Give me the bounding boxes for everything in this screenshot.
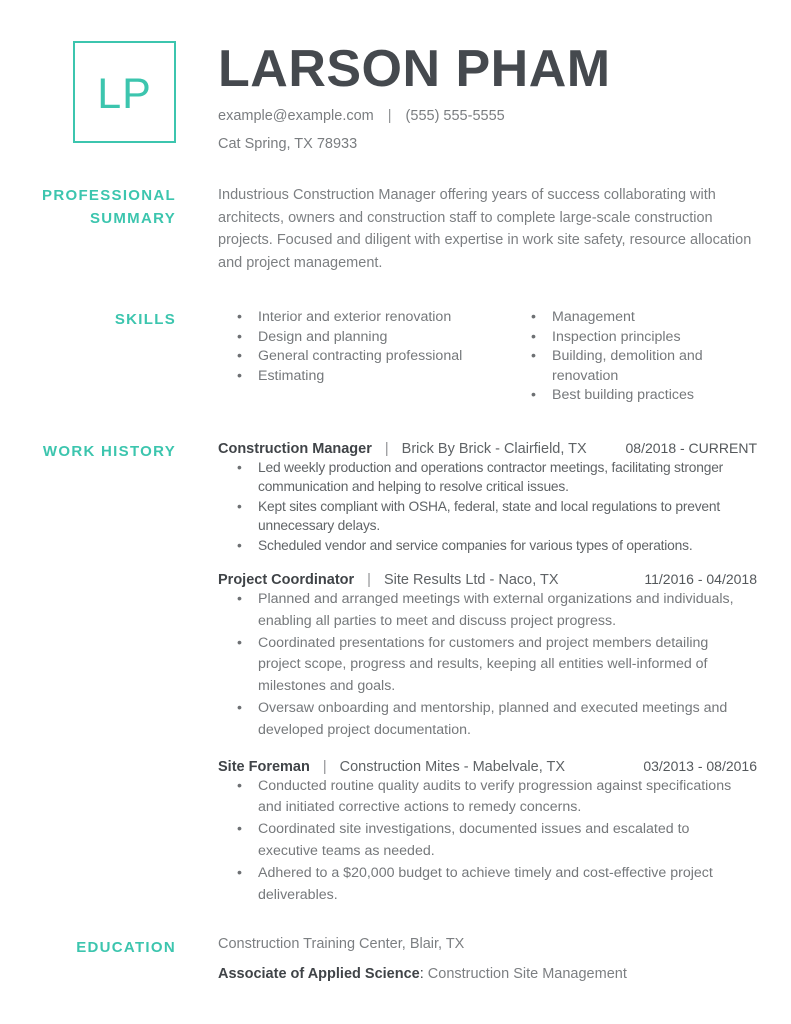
bullet-icon: • [237, 634, 242, 651]
education-degree-line [218, 966, 757, 983]
skill-item [531, 386, 757, 406]
job-bullet [237, 458, 742, 497]
bullet-icon: • [237, 864, 242, 881]
section-label-skills: SKILLS [114, 311, 176, 328]
section-professional-summary [0, 184, 791, 274]
skill-text: Design and planning [258, 328, 388, 345]
section-skills [0, 308, 791, 406]
bullet-icon: • [531, 309, 536, 325]
education-school: Construction Training Center, Blair, TX [218, 936, 465, 953]
job-bullet-text: Led weekly production and operations contractor meetings, facilitating stronger communication and helping to resolve critical issues. [258, 459, 724, 494]
job-separator: | [384, 440, 389, 457]
job-entry-project-coordinator [218, 571, 757, 742]
skill-item [531, 308, 757, 328]
skill-text: Inspection principles [552, 328, 681, 345]
bullet-icon: • [237, 459, 242, 475]
contact-separator: | [387, 108, 392, 124]
skill-text: Management [552, 309, 635, 325]
job-separator: | [322, 758, 327, 775]
bullet-icon: • [237, 348, 242, 364]
job-bullet-list [218, 458, 742, 556]
job-header [218, 571, 757, 589]
contact-line [218, 108, 757, 124]
summary-paragraph: Industrious Construction Manager offering years of success collaborating with architects, owners and construction staff to complete large-scale construction projects. Focused and diligent with expertise in work site safety, resource allocation and project management. [218, 187, 752, 271]
section-education [0, 936, 791, 983]
job-dates: 08/2018 - CURRENT [625, 439, 757, 456]
job-title: Project Coordinator [218, 572, 355, 588]
monogram-initials: LP [97, 69, 152, 118]
job-bullet-text: Coordinated site investigations, documented issues and escalated to executive teams as needed. [258, 821, 690, 859]
bullet-icon: • [237, 328, 242, 345]
bullet-icon: • [237, 537, 242, 553]
bullet-icon: • [531, 348, 536, 364]
job-bullet-text: Scheduled vendor and service companies for various types of operations. [258, 537, 693, 553]
location-text: Cat Spring, TX 78933 [218, 136, 358, 152]
job-title: Construction Manager [218, 440, 372, 457]
bullet-icon: • [237, 367, 242, 384]
job-bullet-text: Conducted routine quality audits to verify progression against specifications and initiated corrective actions to remedy concerns. [258, 777, 732, 816]
skill-item [237, 328, 512, 348]
skills-column-2 [512, 308, 757, 406]
job-header [218, 758, 757, 776]
job-bullet [237, 633, 749, 698]
bullet-icon: • [531, 387, 536, 403]
education-degree: Associate of Applied Science [218, 966, 420, 983]
job-entry-construction-manager [218, 440, 757, 556]
job-bullet [237, 698, 749, 742]
education-degree-detail: Construction Site Management [427, 966, 627, 983]
skill-text: Interior and exterior renovation [258, 309, 452, 325]
job-bullet [237, 776, 749, 820]
skill-item [237, 367, 512, 387]
job-bullet-text: Adhered to a $20,000 budget to achieve timely and cost-effective project deliverables. [258, 864, 713, 903]
job-bullet [237, 819, 749, 863]
bullet-icon: • [237, 591, 242, 607]
job-dates: 11/2016 - 04/2018 [644, 571, 757, 587]
job-bullet-list [218, 776, 749, 907]
bullet-icon: • [237, 777, 242, 794]
job-bullet [237, 589, 749, 633]
job-bullet [237, 863, 749, 907]
job-header [218, 440, 757, 458]
skill-text: Best building practices [552, 387, 694, 403]
bullet-icon: • [237, 498, 242, 514]
section-label-professional-summary: PROFESSIONAL SUMMARY [42, 187, 176, 227]
job-bullet [237, 497, 742, 536]
skill-text: Building, demolition and renovation [552, 348, 703, 384]
skill-item [531, 328, 757, 348]
job-separator: | [367, 572, 371, 588]
education-degree-separator: : [419, 966, 428, 983]
job-company: Construction Mites - Mabelvale, TX [339, 758, 566, 775]
skill-text: General contracting professional [258, 348, 463, 364]
section-label-work-history: WORK HISTORY [42, 442, 176, 460]
skill-item [237, 347, 512, 367]
name-heading: LARSON PHAM [218, 40, 611, 98]
job-company: Brick By Brick - Clairfield, TX [401, 440, 587, 457]
bullet-icon: • [237, 699, 242, 716]
job-bullet [237, 536, 742, 556]
job-company: Site Results Ltd - Naco, TX [383, 572, 559, 588]
header [0, 0, 791, 152]
phone-text: (555) 555-5555 [405, 108, 505, 124]
job-entry-site-foreman [218, 758, 757, 907]
job-bullet-text: Oversaw onboarding and mentorship, planned and executed meetings and developed project documentation. [258, 699, 728, 738]
job-title: Site Foreman [218, 758, 310, 775]
job-dates: 03/2013 - 08/2016 [643, 757, 757, 774]
skill-item [237, 308, 512, 328]
job-bullet-text: Coordinated presentations for customers and project members detailing project scope, progress and results, keeping all entities well-informed of milestones and goals. [258, 634, 709, 695]
skill-item [531, 347, 757, 386]
section-label-education: EDUCATION [76, 939, 176, 957]
job-bullet-text: Planned and arranged meetings with external organizations and individuals, enabling all parties to meet and discuss project progress. [258, 591, 734, 629]
email-text: example@example.com [218, 108, 374, 124]
skill-text: Estimating [258, 367, 325, 384]
bullet-icon: • [531, 328, 536, 345]
skills-column-1 [218, 308, 512, 406]
job-bullet-text: Kept sites compliant with OSHA, federal, state and local regulations to prevent unnecessary delays. [258, 498, 720, 533]
bullet-icon: • [237, 309, 242, 325]
skills-grid [218, 308, 757, 406]
monogram-box [73, 41, 176, 143]
section-work-history [0, 440, 791, 907]
job-bullet-list [218, 589, 749, 742]
bullet-icon: • [237, 821, 242, 838]
